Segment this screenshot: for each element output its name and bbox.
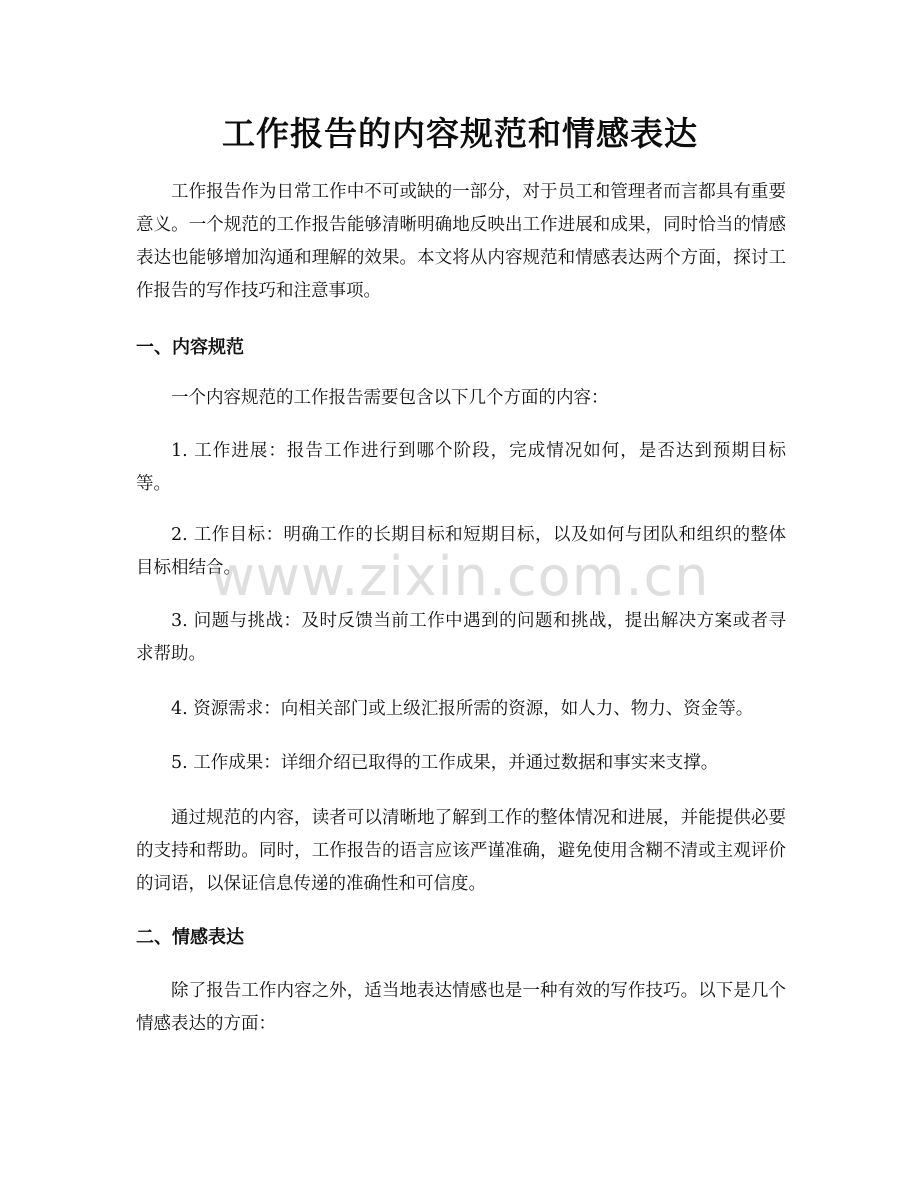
list-item-progress: 1. 工作进展：报告工作进行到哪个阶段，完成情况如何，是否达到预期目标等。 <box>136 441 786 494</box>
list-item-resources: 4. 资源需求：向相关部门或上级汇报所需的资源，如人力、物力、资金等。 <box>171 699 754 719</box>
document-body <box>136 176 786 1041</box>
document-title: 工作报告的内容规范和情感表达 <box>222 114 698 153</box>
list-item-problems: 3. 问题与挑战：及时反馈当前工作中遇到的问题和挑战，提出解决方案或者寻求帮助。 <box>136 611 786 664</box>
section1-lead-paragraph: 一个内容规范的工作报告需要包含以下几个方面的内容： <box>171 388 609 408</box>
section1-summary-paragraph: 通过规范的内容，读者可以清晰地了解到工作的整体情况和进展，并能提供必要的支持和帮助。同时，工作报告的语言应该严谨准确，避免使用含糊不清或主观评价的词语，以保证信息传递的准确性和可信度。 <box>136 808 786 894</box>
watermark-text: www.zixin.com.cn <box>210 545 710 608</box>
list-item-goals: 2. 工作目标：明确工作的长期目标和短期目标，以及如何与团队和组织的整体目标相结合。 <box>136 525 786 578</box>
section2-lead-paragraph: 除了报告工作内容之外，适当地表达情感也是一种有效的写作技巧。以下是几个情感表达的方面： <box>136 981 786 1034</box>
list-item-results: 5. 工作成果：详细介绍已取得的工作成果，并通过数据和事实来支撑。 <box>171 753 719 773</box>
section-heading-emotional-expression: 二、情感表达 <box>136 927 244 948</box>
section-heading-content-spec: 一、内容规范 <box>136 337 244 358</box>
intro-paragraph: 工作报告作为日常工作中不可或缺的一部分，对于员工和管理者而言都具有重要意义。一个规范的工作报告能够清晰明确地反映出工作进展和成果，同时恰当的情感表达也能够增加沟通和理解的效果。本文将从内容规范和情感表达两个方面，探讨工作报告的写作技巧和注意事项。 <box>136 182 786 301</box>
